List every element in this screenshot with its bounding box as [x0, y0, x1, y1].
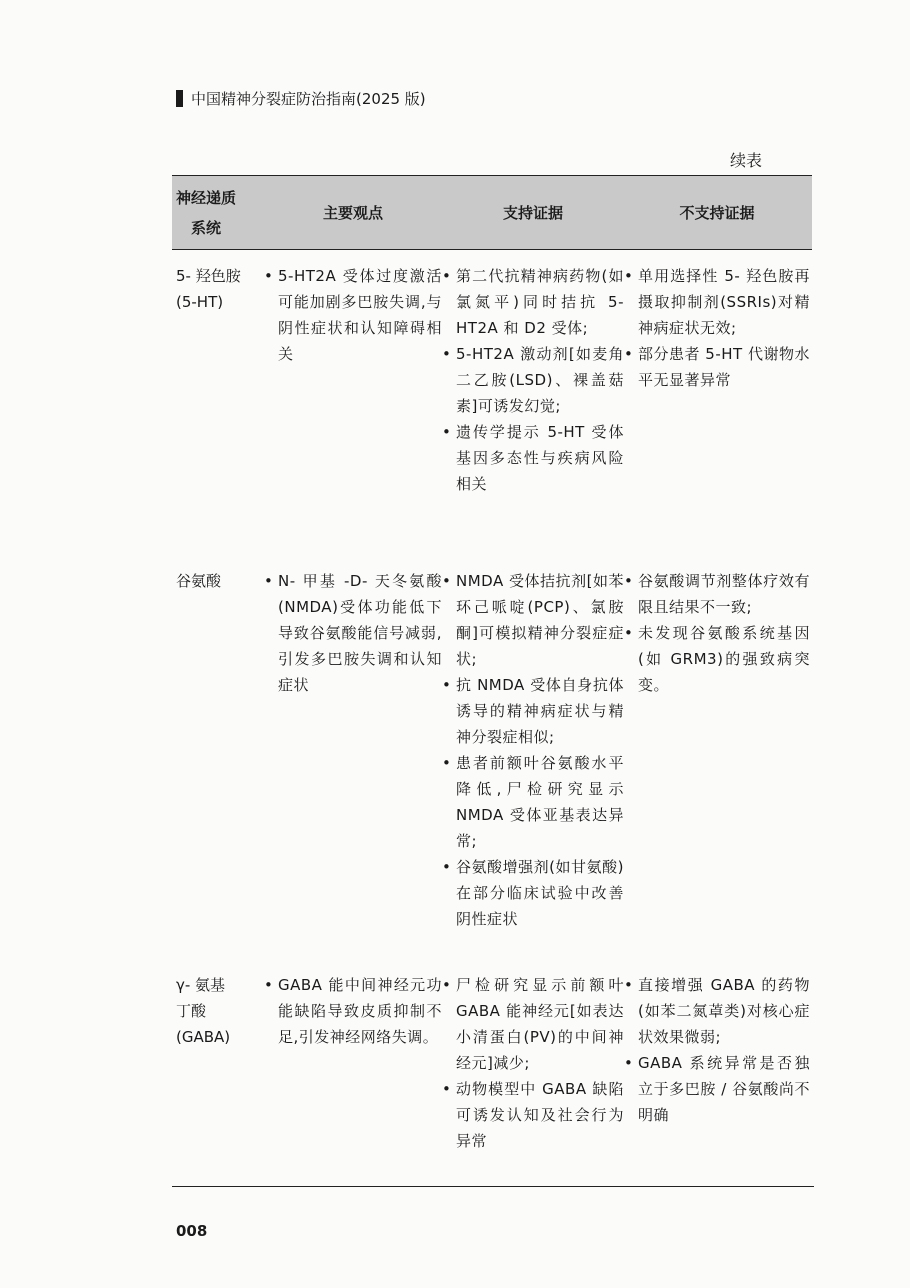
header-against: 不支持证据	[679, 204, 755, 222]
list-item: • N- 甲基 -D- 天冬氨酸(NMDA)受体功能低下导致谷氨酸能信号减弱,引发多巴胺失调和认知症状	[264, 568, 442, 698]
list-item: • 部分患者 5-HT 代谢物水平无显著异常	[624, 341, 810, 393]
table-row	[172, 568, 812, 932]
header-main-view: 主要观点	[322, 204, 383, 222]
list-item: • 5-HT2A 受体过度激活可能加剧多巴胺失调,与阴性症状和认知障碍相关	[264, 263, 442, 367]
list-item: • 5-HT2A 激动剂[如麦角二乙胺(LSD)、裸盖菇素]可诱发幻觉;	[442, 341, 624, 419]
list-item: • 单用选择性 5- 羟色胺再摄取抑制剂(SSRIs)对精神病症状无效;	[624, 263, 810, 341]
list-item: • 遗传学提示 5-HT 受体基因多态性与疾病风险相关	[442, 419, 624, 497]
against-cell	[624, 263, 810, 497]
main-view-cell	[264, 568, 442, 932]
list-item: • 第二代抗精神病药物(如氯氮平)同时拮抗 5-HT2A 和 D2 受体;	[442, 263, 624, 341]
table-row	[172, 972, 812, 1154]
table-bottom-rule	[172, 1186, 814, 1187]
against-cell	[624, 568, 810, 932]
table-header-row	[172, 175, 812, 250]
header-bar-mark	[176, 90, 183, 107]
system-cell: 5- 羟色胺 (5-HT)	[176, 267, 241, 311]
page-number: 008	[176, 1222, 208, 1240]
running-header-title: 中国精神分裂症防治指南(2025 版)	[191, 90, 426, 108]
list-item: • 抗 NMDA 受体自身抗体诱导的精神病症状与精神分裂症相似;	[442, 672, 624, 750]
running-header	[176, 88, 426, 109]
list-item: • GABA 系统异常是否独立于多巴胺 / 谷氨酸尚不明确	[624, 1050, 810, 1128]
list-item: • 直接增强 GABA 的药物(如苯二氮䓬类)对核心症状效果微弱;	[624, 972, 810, 1050]
header-system: 神经递质系统	[176, 188, 237, 237]
header-support: 支持证据	[502, 204, 563, 222]
system-cell: 谷氨酸	[176, 572, 222, 590]
support-cell	[442, 568, 624, 932]
table-row	[172, 263, 812, 497]
list-item: • 谷氨酸增强剂(如甘氨酸)在部分临床试验中改善阴性症状	[442, 854, 624, 932]
list-item: • 谷氨酸调节剂整体疗效有限且结果不一致;	[624, 568, 810, 620]
list-item: • 动物模型中 GABA 缺陷可诱发认知及社会行为异常	[442, 1076, 624, 1154]
list-item: • GABA 能中间神经元功能缺陷导致皮质抑制不足,引发神经网络失调。	[264, 972, 442, 1050]
support-cell	[442, 972, 624, 1154]
system-cell: γ- 氨基 丁酸 (GABA)	[176, 976, 231, 1046]
main-view-cell	[264, 972, 442, 1154]
list-item: • 患者前额叶谷氨酸水平降低,尸检研究显示 NMDA 受体亚基表达异常;	[442, 750, 624, 854]
against-cell	[624, 972, 810, 1154]
list-item: • NMDA 受体拮抗剂[如苯环己哌啶(PCP)、氯胺酮]可模拟精神分裂症症状;	[442, 568, 624, 672]
continued-label: 续表	[730, 151, 763, 170]
support-cell	[442, 263, 624, 497]
list-item: • 尸检研究显示前额叶 GABA 能神经元[如表达小清蛋白(PV)的中间神经元]减少;	[442, 972, 624, 1076]
list-item: • 未发现谷氨酸系统基因(如 GRM3)的强致病突变。	[624, 620, 810, 698]
main-view-cell	[264, 263, 442, 497]
neurotransmitter-table	[172, 175, 812, 1150]
